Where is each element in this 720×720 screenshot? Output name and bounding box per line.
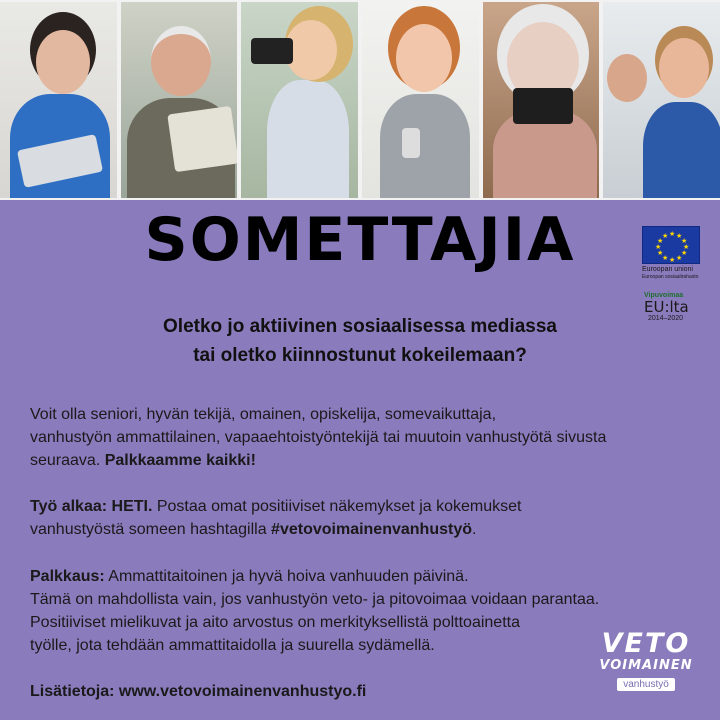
eu-flag-icon: ★ ★ ★ ★ ★ ★ ★ ★ ★ ★ ★ ★ [642,226,700,264]
salary-label: Palkkaus: [30,568,105,585]
text: Ammattitaitoinen ja hyvä hoiva vanhuuden päivinä. [104,568,469,585]
text: vanhustyöstä someen hashtagilla [30,521,272,538]
vetovoimainen-logo [590,630,702,692]
eu-logo [642,226,704,280]
logo-tag: vanhustyö [617,678,675,691]
photo-girl-with-camera [241,2,358,198]
vipuvoimaa-label: Vipuvoimaa [644,292,684,299]
photo-strip [0,0,720,200]
subtitle [0,312,720,370]
paragraph-start [30,495,660,541]
contact-link[interactable]: Lisätietoja: www.vetovoimainenvanhustyo.fi [30,683,367,700]
paragraph-salary [30,565,660,657]
vipuvoimaa-logo [644,292,706,322]
eu-name: Euroopan unioni [642,266,693,273]
paragraph-line [30,518,660,541]
text: Postaa omat positiiviset näkemykset ja kokemukset [152,498,522,515]
text: . [472,521,477,538]
photo-elderly-man-with-tablet [121,2,238,198]
logo-line1: VETO [601,628,691,659]
photo-care-workers [603,2,720,198]
highlight-text: Palkkaamme kaikki! [104,452,256,469]
photo-woman-with-tablet [0,2,117,198]
paragraph-line [30,449,660,472]
vipuvoimaa-years: 2014–2020 [648,315,684,322]
paragraph-line: vanhustyön ammattilainen, vapaaehtoistyöntekijä tai muutoin vanhustyötä sivusta [30,429,607,446]
text: seuraava. [30,452,105,469]
photo-woman-with-headphones [362,2,479,198]
photo-elderly-woman-with-camera [483,2,600,198]
paragraph-line: Tämä on mahdollista vain, jos vanhustyön veto- ja pitovoimaa voidaan parantaa. [30,591,600,608]
paragraph-intro [30,403,660,472]
logo-line2: VOIMAINEN [599,658,693,673]
paragraph-line: Voit olla seniori, hyvän tekijä, omainen, opiskelija, somevaikuttaja, [30,406,497,423]
subtitle-line: tai oletko kiinnostunut kokeilemaan? [193,345,527,366]
paragraph-line [30,495,660,518]
start-label: Työ alkaa: HETI. [30,498,153,515]
eu-fund: Euroopan sosiaalirahasto [642,274,699,280]
vipuvoimaa-main: EU:lta [644,298,689,316]
paragraph-line: työlle, jota tehdään ammattitaidolla ja suurella sydämellä. [30,637,435,654]
subtitle-line: Oletko jo aktiivinen sosiaalisessa mediassa [163,316,557,337]
page-title: SOMETTAJIA [144,205,576,275]
hashtag: #vetovoimainenvanhustyö [271,521,472,538]
paragraph-line [30,565,660,588]
paragraph-line: Positiiviset mielikuvat ja aito arvostus on merkityksellistä polttoainetta [30,614,520,631]
